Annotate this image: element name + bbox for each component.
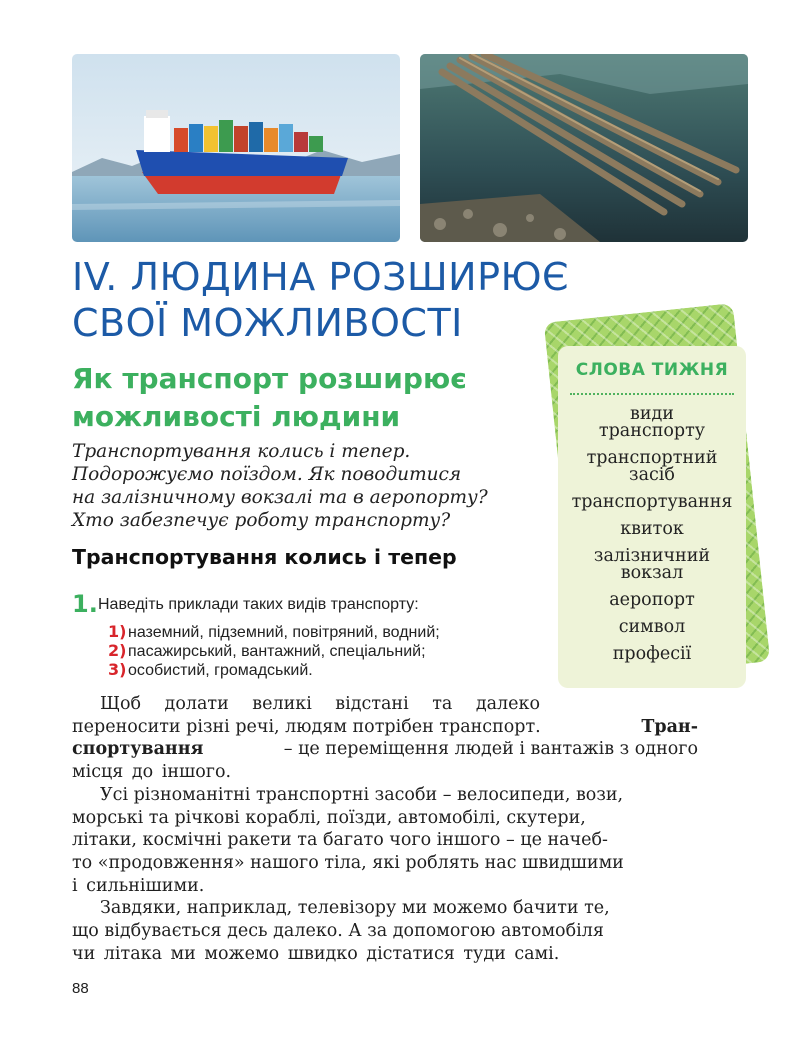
body-line: місця до іншого. — [72, 762, 232, 783]
container-ship-photo — [72, 54, 400, 242]
term-transportation: спортування — [72, 739, 204, 760]
body-line: спортування – це переміщення людей і вантажів з одного — [72, 739, 698, 760]
task-list-item — [108, 641, 440, 660]
word-item — [558, 548, 746, 582]
word-line: транспортний — [586, 448, 718, 468]
word-line: аеропорт — [609, 590, 695, 610]
word-line: професії — [612, 644, 692, 664]
word-line: засіб — [629, 465, 675, 485]
task-item-text: пасажирський, вантажний, спеціальний; — [128, 643, 426, 660]
word-line: вокзал — [620, 563, 684, 583]
word-item — [558, 619, 746, 636]
body-line: літаки, космічні ракети та багато чого іншого – це начеб- — [72, 830, 608, 851]
body-line: Щоб долати великі відстані та далеко — [100, 694, 540, 714]
body-line: що відбувається десь далеко. А за допомогою автомобіля — [72, 921, 604, 942]
task-list — [108, 622, 440, 679]
body-line: Завдяки, наприклад, телевізору ми можемо бачити те, — [100, 898, 610, 919]
body-text — [72, 693, 698, 965]
lesson-subtitles — [72, 440, 552, 532]
word-line: транспортування — [571, 492, 733, 512]
task-item-number: 1) — [108, 622, 127, 641]
word-item — [558, 521, 746, 538]
task-item-number: 3) — [108, 660, 127, 679]
subtitle-line: Транспортування колись і тепер. — [72, 441, 411, 462]
subtitle-line: на залізничному вокзалі та в аеропорту? — [72, 487, 488, 508]
body-line: Усі різноманітні транспортні засоби – велосипеди, вози, — [100, 784, 624, 805]
lesson-title-line-1: Як транспорт розширює — [72, 362, 467, 395]
body-line: чи літака ми можемо швидко дістатися туди самі. — [72, 943, 560, 964]
body-line: то «продовження» нашого тіла, які роблять нас швидшими — [72, 852, 624, 873]
word-item — [558, 646, 746, 663]
subtitle-line: Хто забезпечує роботу транспорту? — [72, 510, 451, 531]
task-number: 1. — [72, 590, 98, 618]
word-line: квиток — [620, 519, 684, 539]
task-text: Наведіть приклади таких видів транспорту: — [98, 596, 419, 613]
task-item-text: особистий, громадський. — [128, 662, 313, 679]
section-heading: Транспортування колись і тепер — [72, 545, 457, 569]
task-item-text: наземний, підземний, повітряний, водний; — [128, 624, 440, 641]
words-of-week-title: СЛОВА ТИЖНЯ — [575, 360, 729, 380]
lesson-title — [72, 360, 542, 436]
word-item — [558, 406, 746, 440]
words-of-week-card — [558, 346, 746, 688]
dotted-divider — [570, 393, 734, 395]
word-line: символ — [618, 617, 686, 637]
chapter-title — [72, 254, 569, 346]
word-line: залізничний — [593, 546, 711, 566]
lesson-title-line-2: можливості людини — [72, 400, 401, 433]
word-item — [558, 450, 746, 484]
subtitle-line: Подорожуємо поїздом. Як поводитися — [72, 464, 462, 485]
task-list-item — [108, 622, 440, 641]
word-item — [558, 592, 746, 609]
log-raft-photo — [420, 54, 748, 242]
chapter-title-line-1: IV. ЛЮДИНА РОЗШИРЮЄ — [72, 255, 570, 299]
words-list — [558, 406, 746, 673]
word-line: види — [630, 404, 674, 424]
task-item-number: 2) — [108, 641, 127, 660]
word-item — [558, 494, 746, 511]
chapter-title-line-2: СВОЇ МОЖЛИВОСТІ — [72, 301, 463, 345]
page-number: 88 — [72, 980, 89, 997]
task-list-item — [108, 660, 440, 679]
word-line: транспорту — [598, 421, 706, 441]
body-line: і сильнішими. — [72, 875, 205, 896]
body-line: переносити різні речі, людям потрібен транспорт. Тран- — [72, 716, 698, 737]
body-line: морські та річкові кораблі, поїзди, автомобілі, скутери, — [72, 807, 586, 828]
term-transportation: Тран- — [641, 716, 698, 737]
